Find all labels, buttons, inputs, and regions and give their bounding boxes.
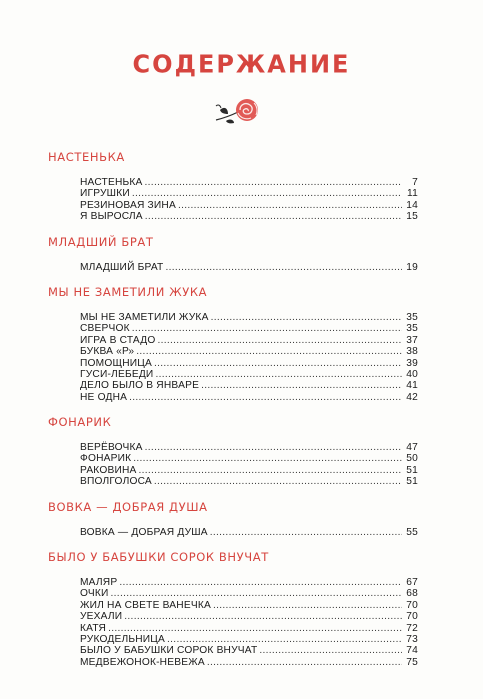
entry-title: ДЕЛО БЫЛО В ЯНВАРЕ (80, 380, 200, 392)
leader-dots (145, 177, 402, 188)
toc-section (48, 550, 418, 668)
toc-entry (80, 600, 418, 611)
page-number: 14 (406, 199, 418, 211)
entry-title: МЕДВЕЖОНОК-НЕВЕЖА (80, 656, 205, 668)
toc-entry (80, 369, 418, 380)
toc-entry (80, 442, 418, 453)
section-title: ФОНАРИК (48, 415, 112, 430)
leader-dots (155, 369, 402, 380)
toc-entry (80, 527, 418, 538)
leader-dots (108, 623, 402, 634)
toc-entry (80, 323, 418, 334)
toc-entry (80, 335, 418, 346)
leader-dots (124, 611, 402, 622)
leader-dots (139, 465, 402, 476)
toc-section (48, 500, 418, 538)
entry-title: БУКВА «Р» (80, 346, 135, 358)
leader-dots (132, 188, 402, 199)
page-number: 47 (406, 442, 418, 454)
toc-entry (80, 380, 418, 391)
page-number: 68 (406, 588, 418, 600)
entry-title: РУКОДЕЛЬНИЦА (80, 633, 166, 645)
page-number: 73 (406, 633, 418, 645)
toc-entry (80, 465, 418, 476)
toc-section (48, 150, 418, 223)
entry-title: ЖИЛ НА СВЕТЕ ВАНЕЧКА (80, 599, 211, 611)
page-number: 75 (406, 656, 418, 668)
leader-dots (178, 200, 402, 211)
toc-entry (80, 634, 418, 645)
page-number: 70 (406, 611, 418, 623)
leader-dots (207, 657, 402, 668)
page-number: 15 (406, 211, 418, 223)
page-number: 35 (406, 311, 418, 323)
leader-dots (154, 358, 402, 369)
toc-entry (80, 453, 418, 464)
leader-dots (145, 442, 402, 453)
entry-title: ГУСИ-ЛЕБЕДИ (80, 368, 154, 380)
page-number: 51 (406, 476, 418, 488)
page-number: 39 (406, 357, 418, 369)
toc-entry (80, 200, 418, 211)
entry-title: ВОВКА — ДОБРАЯ ДУША (80, 526, 208, 538)
entry-title: КАТЯ (80, 622, 107, 634)
entry-title: ОЧКИ (80, 588, 109, 600)
leader-dots (145, 211, 402, 222)
entry-title: МЫ НЕ ЗАМЕТИЛИ ЖУКА (80, 311, 209, 323)
entry-title: УЕХАЛИ (80, 611, 123, 623)
leader-dots (165, 262, 402, 273)
section-title: МЛАДШИЙ БРАТ (48, 234, 154, 249)
entry-title: Я ВЫРОСЛА (80, 211, 143, 223)
entry-title: НЕ ОДНА (80, 391, 128, 403)
page-number: 38 (406, 346, 418, 358)
entry-title: ИГРУШКИ (80, 188, 130, 200)
page-number: 72 (406, 622, 418, 634)
toc-entry (80, 577, 418, 588)
leader-dots (154, 476, 402, 487)
page-number: 50 (406, 453, 418, 465)
entry-title: ВЕРЁВОЧКА (80, 442, 143, 454)
toc-section (48, 415, 418, 488)
leader-dots (157, 335, 402, 346)
toc-entry (80, 611, 418, 622)
leader-dots (167, 634, 402, 645)
section-title: НАСТЕНЬКА (48, 150, 125, 164)
page-number: 41 (406, 380, 418, 392)
leader-dots (133, 453, 402, 464)
page-number: 67 (406, 577, 418, 589)
entry-title: МАЛЯР (80, 577, 118, 589)
toc-entry (80, 211, 418, 222)
leader-dots (132, 323, 402, 334)
toc-entry (80, 262, 418, 273)
leader-dots (211, 312, 402, 323)
leader-dots (136, 346, 402, 357)
page-number: 37 (406, 334, 418, 346)
leader-dots (111, 588, 402, 599)
leader-dots (259, 645, 402, 656)
entry-title: СВЕРЧОК (80, 323, 130, 335)
toc-entry (80, 623, 418, 634)
toc-entry (80, 358, 418, 369)
toc-entry (80, 177, 418, 188)
leader-dots (213, 600, 402, 611)
toc-section (48, 285, 418, 403)
leader-dots (119, 577, 402, 588)
entry-title: ВПОЛГОЛОСА (80, 476, 152, 488)
page-number: 19 (406, 261, 418, 273)
page-number: 51 (406, 464, 418, 476)
section-title: ВОВКА — ДОБРАЯ ДУША (48, 499, 208, 514)
toc-entry (80, 657, 418, 668)
entry-title: ПОМОЩНИЦА (80, 357, 153, 369)
page-number: 35 (406, 323, 418, 335)
entry-title: РАКОВИНА (80, 464, 137, 476)
entry-title: ИГРА В СТАДО (80, 334, 156, 346)
page-number: 11 (407, 188, 418, 200)
toc-entry (80, 476, 418, 487)
toc-entry (80, 392, 418, 403)
table-of-contents (48, 150, 418, 668)
section-title: БЫЛО У БАБУШКИ СОРОК ВНУЧАТ (48, 550, 269, 565)
entry-title: НАСТЕНЬКА (80, 177, 143, 188)
leader-dots (129, 392, 402, 403)
page-number: 7 (412, 177, 418, 188)
entry-title: МЛАДШИЙ БРАТ (80, 261, 164, 273)
section-title: МЫ НЕ ЗАМЕТИЛИ ЖУКА (48, 284, 208, 299)
rose-icon (214, 96, 264, 126)
toc-entry (80, 588, 418, 599)
toc-entry (80, 188, 418, 199)
page-number: 42 (406, 391, 418, 403)
toc-entry (80, 346, 418, 357)
page-number: 40 (406, 368, 418, 380)
toc-entry (80, 645, 418, 656)
entry-title: РЕЗИНОВАЯ ЗИНА (80, 199, 176, 211)
toc-entry (80, 312, 418, 323)
page-number: 70 (406, 599, 418, 611)
page-title: СОДЕРЖАНИЕ (132, 49, 351, 79)
leader-dots (201, 380, 402, 391)
entry-title: ФОНАРИК (80, 453, 132, 465)
entry-title: БЫЛО У БАБУШКИ СОРОК ВНУЧАТ (80, 645, 258, 657)
page-number: 74 (406, 645, 418, 657)
toc-section (48, 235, 418, 273)
leader-dots (210, 527, 402, 538)
page-number: 55 (406, 526, 418, 538)
